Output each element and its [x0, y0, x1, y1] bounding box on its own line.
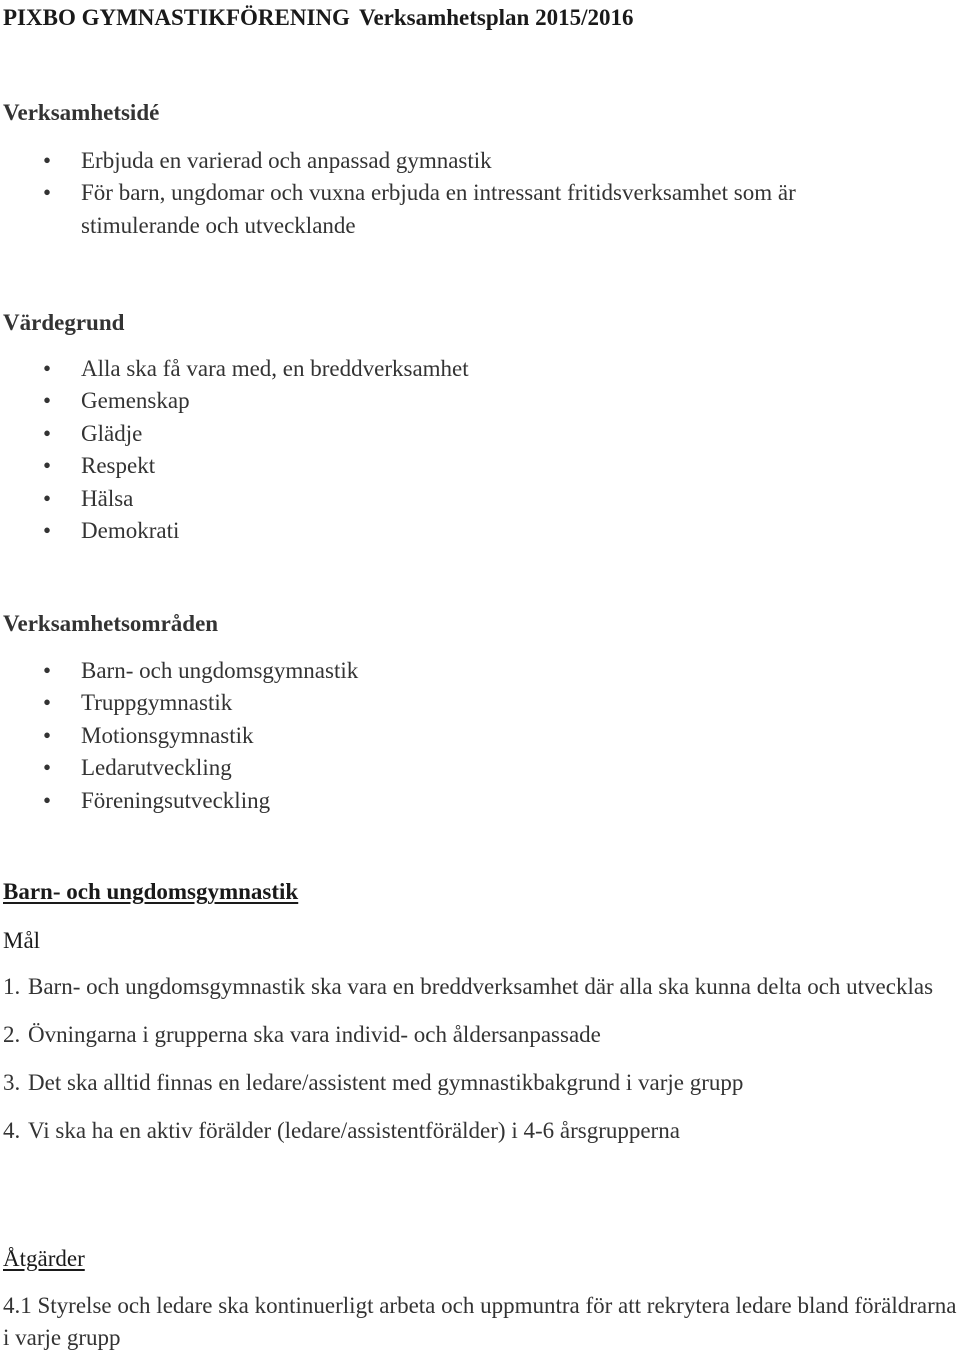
bullet-icon: • — [43, 453, 52, 479]
list-item — [0, 720, 960, 752]
list-item-text: Barn- och ungdomsgymnastik — [81, 658, 359, 683]
list-item — [0, 515, 960, 547]
bullet-icon: • — [43, 148, 52, 173]
section-heading-verksamhetsomraden: Verksamhetsområden — [3, 611, 219, 636]
goals-heading: Mål — [3, 928, 41, 953]
list-item-text: Ledarutveckling — [81, 755, 232, 781]
list-item-text: Truppgymnastik — [81, 690, 233, 716]
section-heading-vardegrund: Värdegrund — [3, 310, 125, 335]
list-item-text: Erbjuda en varierad och anpassad gymnastik — [81, 148, 492, 173]
bullet-icon: • — [43, 485, 52, 511]
bullet-icon: • — [43, 356, 52, 381]
vardegrund-list — [0, 353, 960, 547]
goal-item — [0, 1115, 960, 1147]
bullet-icon: • — [43, 388, 52, 414]
list-item-text: Gemenskap — [81, 388, 190, 414]
list-item — [0, 483, 960, 515]
verksamhetside-list — [0, 145, 960, 242]
list-item — [0, 385, 960, 417]
list-item — [0, 177, 960, 242]
section-heading-verksamhetside: Verksamhetsidé — [3, 100, 160, 125]
bullet-icon: • — [43, 787, 52, 813]
list-item — [0, 418, 960, 450]
bullet-icon: • — [43, 722, 52, 748]
list-item-text: Hälsa — [81, 485, 134, 511]
goals-list — [0, 971, 960, 1163]
bullet-icon: • — [43, 755, 52, 781]
goal-text: Barn- och ungdomsgymnastik ska vara en breddverksamhet där alla ska kunna delta och utvecklas — [28, 974, 934, 999]
goal-text: Vi ska ha en aktiv förälder (ledare/assistentförälder) i 4-6 årsgrupperna — [28, 1118, 680, 1143]
list-item — [0, 687, 960, 719]
document-title — [3, 2, 634, 34]
list-item — [0, 145, 960, 177]
list-item-text: Föreningsutveckling — [81, 787, 271, 813]
document-title-org: PIXBO GYMNASTIKFÖRENING — [3, 5, 350, 30]
bullet-icon: • — [43, 180, 52, 206]
goal-number: 1. — [3, 974, 21, 999]
section-heading-barn-ungdom: Barn- och ungdomsgymnastik — [3, 879, 299, 904]
action-item: 4.1 Styrelse och ledare ska kontinuerligt arbeta och uppmuntra för att rekrytera ledare bland föräldrarna i varje grupp — [3, 1293, 957, 1350]
list-item-text: Respekt — [81, 453, 156, 479]
goal-item — [0, 1067, 960, 1099]
list-item-text: Alla ska få vara med, en breddverksamhet — [81, 356, 469, 381]
goal-item — [0, 1019, 960, 1051]
goal-text: Det ska alltid finnas en ledare/assistent med gymnastikbakgrund i varje grupp — [28, 1070, 744, 1095]
list-item — [0, 785, 960, 817]
goal-number: 3. — [3, 1070, 21, 1095]
bullet-icon: • — [43, 420, 52, 446]
list-item — [0, 752, 960, 784]
goal-item — [0, 971, 960, 1003]
list-item — [0, 450, 960, 482]
bullet-icon: • — [43, 690, 52, 716]
goal-number: 4. — [3, 1118, 21, 1143]
list-item — [0, 353, 960, 385]
document-title-plan: Verksamhetsplan 2015/2016 — [358, 5, 634, 30]
bullet-icon: • — [43, 518, 52, 544]
list-item-text: För barn, ungdomar och vuxna erbjuda en intressant fritidsverksamhet som är stimulerande och utvecklande — [81, 180, 796, 238]
goal-text: Övningarna i grupperna ska vara individ- och åldersanpassade — [28, 1022, 601, 1047]
list-item-text: Demokrati — [81, 518, 180, 544]
verksamhetsomraden-list — [0, 655, 960, 817]
goal-number: 2. — [3, 1022, 21, 1047]
actions-heading: Åtgärder — [3, 1246, 85, 1271]
list-item-text: Motionsgymnastik — [81, 722, 254, 748]
bullet-icon: • — [43, 658, 52, 683]
list-item-text: Glädje — [81, 420, 143, 446]
list-item — [0, 655, 960, 687]
